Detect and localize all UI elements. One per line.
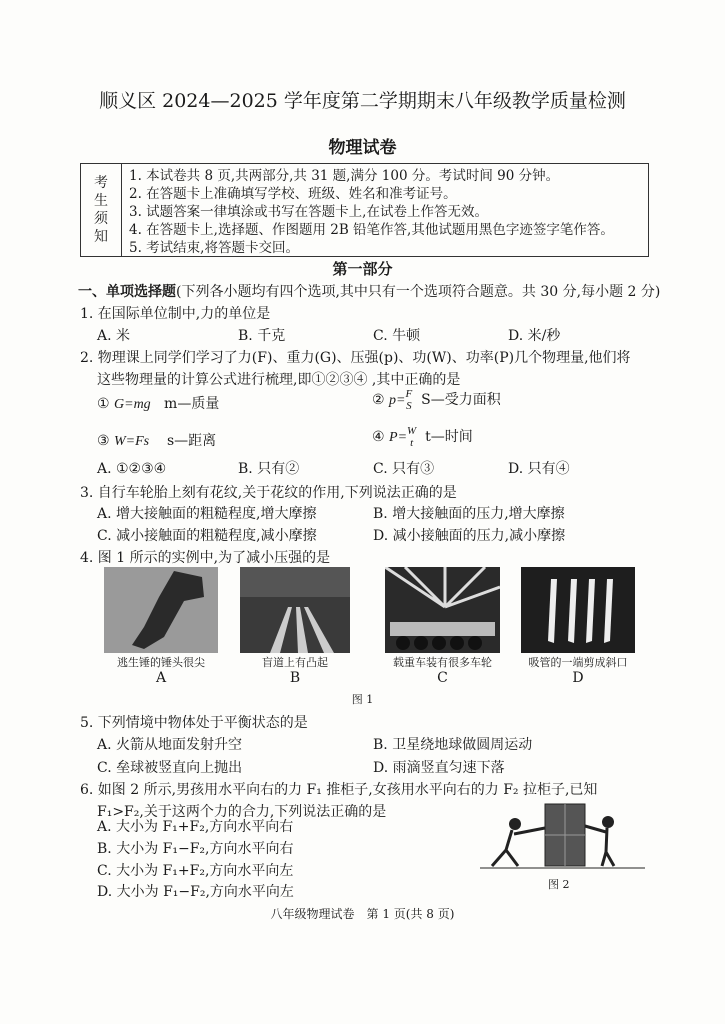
fraction: [405, 388, 412, 412]
q2-option-d: D. 只有④: [508, 461, 570, 477]
figure-1-label: 图 1: [351, 693, 374, 706]
formula: W=Fs: [114, 434, 150, 449]
q5-option-c: C. 垒球被竖直向上抛出: [97, 760, 243, 776]
page-footer: 八年级物理试卷 第 1 页(共 8 页): [270, 907, 455, 921]
formula-number: ③: [97, 433, 110, 449]
section-title: 一、单项选择题: [78, 284, 176, 300]
figure-boy-girl-cabinet: [470, 800, 650, 876]
q3-option-d: D. 减小接触面的压力,减小摩擦: [373, 528, 566, 544]
figure-heavy-truck: [385, 567, 500, 653]
q1-option-b: B. 千克: [238, 328, 286, 344]
q3-stem: 3. 自行车轮胎上刻有花纹,关于花纹的作用,下列说法正确的是: [80, 485, 457, 501]
denominator: t: [410, 437, 414, 449]
part-heading: 第一部分: [332, 260, 393, 278]
q6-option-a: A. 大小为 F₁+F₂,方向水平向右: [97, 819, 294, 835]
q1-option-a: A. 米: [97, 328, 131, 344]
figure-caption: 逃生锤的锤头很尖: [117, 656, 205, 669]
q2-formula-1: [97, 395, 219, 414]
numerator: W: [407, 425, 417, 437]
formula-number: ②: [372, 392, 385, 408]
q6-stem: 6. 如图 2 所示,男孩用水平向右的力 F₁ 推柜子,女孩用水平向右的力 F₂ 拉柜子,已知: [80, 782, 598, 798]
formula-desc: t—时间: [425, 429, 473, 445]
q3-option-a: A. 增大接触面的粗糙程度,增大摩擦: [97, 506, 317, 522]
notice-rule: 5. 考试结束,将答题卡交回。: [129, 240, 299, 256]
q2-option-c: C. 只有③: [373, 461, 435, 477]
q2-stem: 2. 物理课上同学们学习了力(F)、重力(G)、压强(p)、功(W)、功率(P)几个物理量,他们将: [80, 350, 631, 366]
q1-stem: 1. 在国际单位制中,力的单位是: [80, 306, 271, 322]
figure-2-label: 图 2: [548, 878, 570, 891]
formula-number: ①: [97, 396, 110, 412]
notice-label-char: 知: [94, 229, 108, 245]
figure-caption: 盲道上有凸起: [262, 656, 328, 669]
q1-option-d: D. 米/秒: [508, 328, 561, 344]
notice-box: [80, 163, 649, 257]
q2-formula-3: [97, 432, 216, 451]
q6-option-d: D. 大小为 F₁−F₂,方向水平向左: [97, 884, 294, 900]
q5-stem: 5. 下列情境中物体处于平衡状态的是: [80, 715, 308, 731]
figure-escape-hammer: [104, 567, 218, 653]
q2-option-a: A. ①②③④: [97, 461, 167, 477]
q1-option-c: C. 牛顿: [373, 328, 421, 344]
fraction: [407, 425, 416, 449]
notice-label-char: 须: [94, 211, 108, 227]
exam-subtitle: 物理试卷: [328, 138, 397, 158]
numerator: F: [405, 388, 413, 400]
q3-option-b: B. 增大接触面的压力,增大摩擦: [373, 506, 565, 522]
figure-caption: 吸管的一端剪成斜口: [528, 656, 628, 669]
section-heading: [78, 283, 660, 301]
q2-formula-2: [372, 388, 501, 412]
notice-rule: 4. 在答题卡上,选择题、作图题用 2B 铅笔作答,其他试题用黑色字迹签字笔作答。: [129, 222, 614, 238]
formula: p=: [389, 393, 406, 408]
formula-desc: s—距离: [166, 433, 217, 449]
figure-tactile-paving: [240, 567, 350, 653]
formula-desc: m—质量: [164, 396, 220, 412]
q6-option-c: C. 大小为 F₁+F₂,方向水平向左: [97, 863, 294, 879]
q2-formula-4: [372, 425, 473, 449]
formula: G=mg: [114, 397, 151, 412]
exam-title: 顺义区 2024—2025 学年度第二学期期末八年级教学质量检测: [99, 90, 626, 112]
formula-number: ④: [372, 429, 385, 445]
figure-caption: 载重车装有很多车轮: [393, 656, 492, 669]
q2-option-b: B. 只有②: [238, 461, 300, 477]
q3-option-c: C. 减小接触面的粗糙程度,减小摩擦: [97, 528, 317, 544]
notice-rule: 3. 试题答案一律填涂或书写在答题卡上,在试卷上作答无效。: [129, 204, 488, 220]
notice-rule: 1. 本试卷共 8 页,共两部分,共 31 题,满分 100 分。考试时间 90 分钟。: [129, 168, 560, 184]
q6-stem-cont: F₁>F₂,关于这两个力的合力,下列说法正确的是: [97, 804, 387, 820]
formula: P=: [389, 430, 408, 445]
q4-stem: 4. 图 1 所示的实例中,为了减小压强的是: [80, 550, 331, 566]
figure-straws: [521, 567, 635, 653]
formula-desc: S—受力面积: [421, 392, 501, 408]
figure-letter: A: [155, 670, 167, 686]
q2-stem-cont: 这些物理量的计算公式进行梳理,即①②③④ ,其中正确的是: [97, 372, 461, 388]
notice-label-char: 考: [94, 175, 108, 191]
figure-letter: B: [289, 670, 301, 686]
q6-option-b: B. 大小为 F₁−F₂,方向水平向右: [97, 841, 294, 857]
q5-option-b: B. 卫星绕地球做圆周运动: [373, 737, 533, 753]
notice-rule: 2. 在答题卡上准确填写学校、班级、姓名和准考证号。: [129, 186, 457, 202]
notice-rules: [129, 167, 614, 257]
q5-option-a: A. 火箭从地面发射升空: [97, 737, 243, 753]
figure-letter: C: [437, 670, 448, 686]
q5-option-d: D. 雨滴竖直匀速下落: [373, 760, 505, 776]
notice-label: [81, 164, 122, 256]
notice-label-char: 生: [94, 193, 108, 209]
denominator: S: [406, 400, 412, 412]
section-note: (下列各小题均有四个选项,其中只有一个选项符合题意。共 30 分,每小题 2 分): [176, 284, 661, 300]
figure-letter: D: [572, 670, 584, 686]
